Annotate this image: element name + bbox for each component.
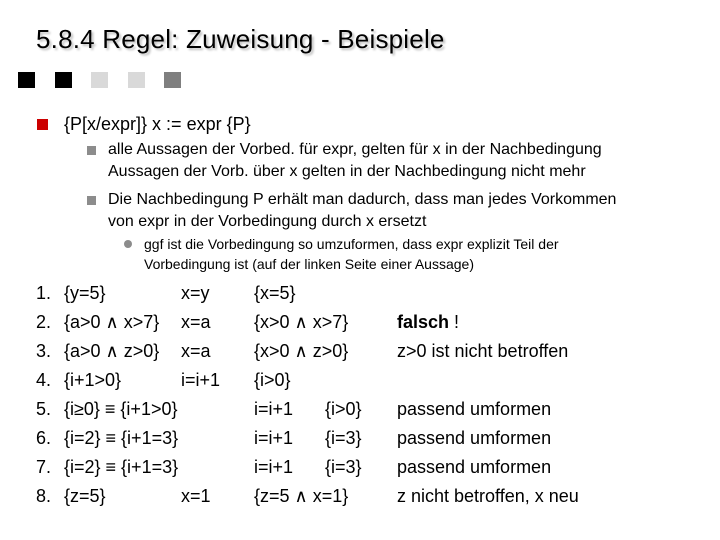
example-postcondition: {x>0 ∧ x>7} — [254, 312, 349, 332]
example-precondition: {i=2} ≡ {i+1=3} — [64, 428, 179, 448]
example-note-text: z nicht betroffen, x neu — [397, 486, 579, 506]
example-number: 2. — [36, 312, 52, 332]
third-level-line1: ggf ist die Vorbedingung so umzuformen, dass expr explizit Teil der — [144, 236, 559, 252]
example-number: 8. — [36, 486, 52, 506]
example-row — [0, 457, 720, 485]
sub-bullet-2-line2: von expr in der Vorbedingung durch x ersetzt — [108, 213, 427, 230]
square-2 — [55, 72, 72, 88]
example-number: 6. — [36, 428, 52, 448]
example-note-bold: falsch — [397, 312, 450, 332]
example-note — [397, 399, 551, 420]
example-precondition: {y=5} — [64, 283, 106, 303]
example-precondition: {a>0 ∧ x>7} — [64, 312, 160, 332]
square-4 — [128, 72, 145, 88]
sub-bullet-1-line2: Aussagen der Vorb. über x gelten in der Nachbedingung nicht mehr — [108, 163, 586, 180]
example-note-text: passend umformen — [397, 428, 552, 448]
example-postcondition-extra: {i>0} — [325, 399, 362, 419]
red-square-bullet-icon — [37, 119, 48, 130]
example-note-text: ! — [449, 312, 460, 332]
example-note — [397, 486, 579, 507]
grey-square-bullet-icon — [87, 196, 96, 205]
example-precondition: {i+1>0} — [64, 370, 122, 390]
example-postcondition-extra: {i=3} — [325, 428, 362, 448]
example-note — [397, 428, 551, 449]
example-statement: x=1 — [181, 486, 211, 506]
example-note-text: passend umformen — [397, 399, 552, 419]
example-statement: i=i+1 — [181, 370, 221, 390]
example-row — [0, 486, 720, 514]
example-note — [397, 312, 459, 333]
grey-square-bullet-icon — [87, 146, 96, 155]
example-note-text: z>0 ist nicht betroffen — [397, 341, 569, 361]
square-3 — [91, 72, 108, 88]
example-number: 3. — [36, 341, 52, 361]
example-row — [0, 341, 720, 369]
rule-text: {P[x/expr]} x := expr {P} — [64, 114, 251, 134]
slide-title: 5.8.4 Regel: Zuweisung - Beispiele — [36, 24, 445, 54]
example-row — [0, 370, 720, 398]
example-postcondition: i=i+1 — [254, 457, 294, 477]
example-postcondition: {z=5 ∧ x=1} — [254, 486, 349, 506]
example-postcondition-extra: {i=3} — [325, 457, 362, 477]
example-number: 4. — [36, 370, 52, 390]
example-statement: x=a — [181, 312, 211, 332]
square-5 — [164, 72, 181, 88]
example-statement: x=a — [181, 341, 211, 361]
example-statement: x=y — [181, 283, 210, 303]
example-number: 7. — [36, 457, 52, 477]
example-note — [397, 341, 568, 362]
example-postcondition: i=i+1 — [254, 399, 294, 419]
example-note-text: passend umformen — [397, 457, 552, 477]
example-postcondition: {x>0 ∧ z>0} — [254, 341, 349, 361]
example-precondition: {a>0 ∧ z>0} — [64, 341, 160, 361]
example-row — [0, 399, 720, 427]
sub-bullet-1-line1: alle Aussagen der Vorbed. für expr, gelten für x in der Nachbedingung — [108, 141, 602, 158]
example-precondition: {z=5} — [64, 486, 106, 506]
grey-dot-bullet-icon — [124, 240, 132, 248]
third-level-line2: Vorbedingung ist (auf der linken Seite einer Aussage) — [144, 256, 474, 272]
example-note — [397, 457, 551, 478]
square-1 — [18, 72, 35, 88]
example-row — [0, 428, 720, 456]
example-postcondition: {i>0} — [254, 370, 291, 390]
example-precondition: {i=2} ≡ {i+1=3} — [64, 457, 179, 477]
example-precondition: {i≥0} ≡ {i+1>0} — [64, 399, 178, 419]
example-row — [0, 283, 720, 311]
sub-bullet-2-line1: Die Nachbedingung P erhält man dadurch, dass man jedes Vorkommen — [108, 191, 617, 208]
example-number: 5. — [36, 399, 52, 419]
example-postcondition: {x=5} — [254, 283, 296, 303]
example-row — [0, 312, 720, 340]
example-postcondition: i=i+1 — [254, 428, 294, 448]
example-number: 1. — [36, 283, 52, 303]
